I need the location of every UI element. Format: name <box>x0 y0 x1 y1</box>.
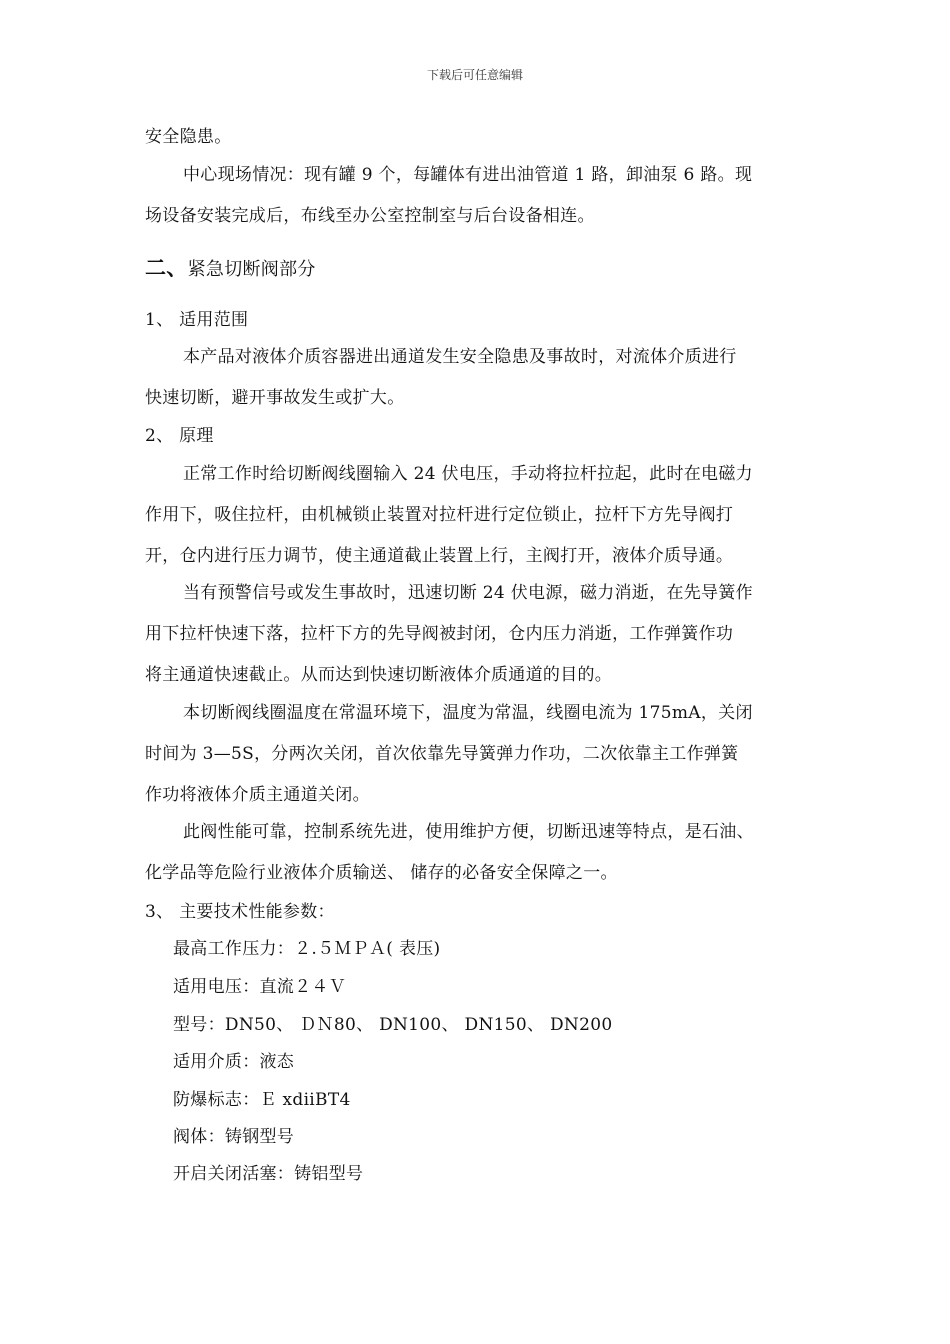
item1-para-line-1: 本产品对液体介质容器进出通道发生安全隐患及事故时，对流体介质进行 <box>183 347 737 367</box>
param-medium: 适用介质：液态 <box>173 1052 295 1072</box>
section-heading <box>145 257 316 281</box>
item2-para-a-line-1: 正常工作时给切断阀线圈输入 24 伏电压，手动将拉杆拉起，此时在电磁力 <box>183 464 753 484</box>
param-max-pressure: 最高工作压力：２.５ＭＰＡ( 表压) <box>173 939 441 959</box>
item1-para-line-2: 快速切断，避开事故发生或扩大。 <box>145 388 405 408</box>
intro-line-2: 中心现场情况：现有罐 9 个，每罐体有进出油管道 1 路，卸油泵 6 路。现 <box>183 165 753 185</box>
intro-line-1: 安全隐患。 <box>145 127 232 147</box>
param-valve-body: 阀体：铸钢型号 <box>173 1127 295 1147</box>
section-title: 紧急切断阀部分 <box>187 259 316 280</box>
item1-heading: 1、 适用范围 <box>145 310 249 330</box>
item2-para-b-line-3: 将主通道快速截止。从而达到快速切断液体介质通道的目的。 <box>145 665 613 685</box>
section-number: 二、 <box>145 256 188 280</box>
item2-para-c-line-2: 时间为 3—5S，分两次关闭，首次依靠先导簧弹力作功，二次依靠主工作弹簧 <box>145 744 739 764</box>
param-model: 型号：DN50、 ＤＮ80、 DN100、 DN150、 DN200 <box>173 1015 613 1035</box>
page-header: 下载后可任意编辑 <box>426 68 523 82</box>
item2-heading: 2、 原理 <box>145 426 214 446</box>
item2-para-b-line-2: 用下拉杆快速下落，拉杆下方的先导阀被封闭，仓内压力消逝，工作弹簧作功 <box>145 624 734 644</box>
param-voltage: 适用电压：直流２４Ｖ <box>173 977 346 997</box>
intro-line-3: 场设备安装完成后，布线至办公室控制室与后台设备相连。 <box>145 206 595 226</box>
item2-para-a-line-2: 作用下，吸住拉杆，由机械锁止装置对拉杆进行定位锁止，拉杆下方先导阀打 <box>145 505 734 525</box>
item2-para-c-line-1: 本切断阀线圈温度在常温环境下，温度为常温，线圈电流为 175mA，关闭 <box>183 703 753 723</box>
item2-para-a-line-3: 开，仓内进行压力调节，使主通道截止装置上行，主阀打开，液体介质导通。 <box>145 546 734 566</box>
item2-para-d-line-2: 化学品等危险行业液体介质输送、 储存的必备安全保障之一。 <box>145 863 618 883</box>
item2-para-c-line-3: 作功将液体介质主通道关闭。 <box>145 785 370 805</box>
item2-para-b-line-1: 当有预警信号或发生事故时，迅速切断 24 伏电源，磁力消逝，在先导簧作 <box>183 583 753 603</box>
param-piston: 开启关闭活塞：铸铝型号 <box>173 1164 364 1184</box>
item3-heading: 3、 主要技术性能参数： <box>145 902 335 922</box>
item2-para-d-line-1: 此阀性能可靠，控制系统先进，使用维护方便，切断迅速等特点，是石油、 <box>183 822 754 842</box>
param-explosion-mark: 防爆标志：Ｅ xdiiBT4 <box>173 1090 351 1110</box>
